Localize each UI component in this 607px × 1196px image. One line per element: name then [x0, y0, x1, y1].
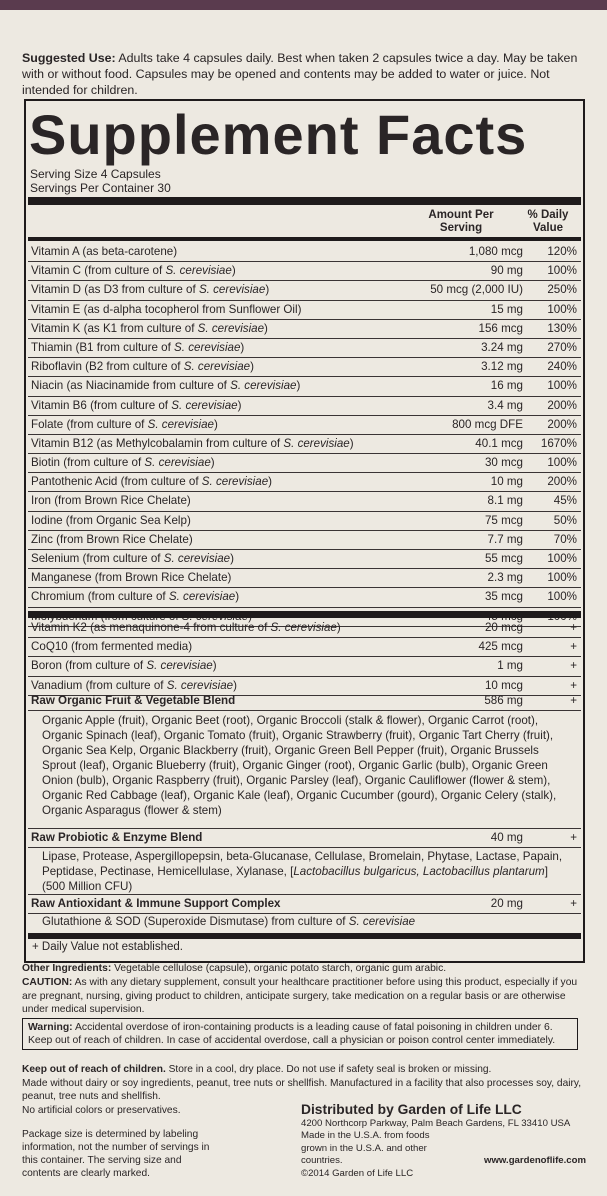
nutrient-amount: 40.1 mcg — [475, 436, 523, 450]
nutrient-name: CoQ10 (from fermented media) — [31, 640, 193, 654]
caution-text: As with any dietary supplement, consult your healthcare practitioner before using this product, especially if you are pregnant, nursing, giving product to children, anticipate surgery, take medication on a regular basis or are otherwise under medical supervision. — [22, 977, 578, 1015]
nutrient-name: Manganese (from Brown Rice Chelate) — [31, 571, 232, 585]
nutrient-dv: 100% — [547, 456, 577, 470]
antioxidant-complex-ingredients: Glutathione & SOD (Superoxide Dismutase) from culture of S. cerevisiae — [42, 915, 416, 928]
suggested-use — [22, 50, 592, 98]
caution-label: CAUTION: — [22, 977, 73, 988]
fruit-blend-amount: 586 mg — [484, 694, 523, 707]
nutrient-row — [28, 416, 581, 435]
nutrient-amount: 75 mcg — [484, 513, 523, 527]
keep-text: Store in a cool, dry place. Do not use if safety seal is broken or missing. — [165, 1064, 492, 1075]
nutrient-name: Iron (from Brown Rice Chelate) — [31, 494, 191, 508]
nutrient-row — [28, 657, 581, 676]
nutrient-row — [28, 454, 581, 473]
fruit-blend-ingredients: Organic Apple (fruit), Organic Beet (root), Organic Broccoli (stalk & flower), Organic Carrot (root), Organic Spinach (leaf), Organic Tomato (fruit), Organic Strawberry (fruit), Organic Tart Cherry (fruit), Organic Sea Kelp, Organic Blackberry (fruit), Organic Green Bell Pepper (fruit), Organic Brussels Sprout (leaf), Organic Blueberry (fruit), Organic Ginger (root), Organic Garlic (bulb), Organic Green Onion (bulb), Organic Raspberry (fruit), Organic Parsley (leaf), Organic Cauliflower (flower & stem), Organic Red Cabbage (leaf), Organic Kale (leaf), Organic Cucumber (gourd), Organic Celery (stalk), Organic Asparagus (flower & stem) — [42, 714, 557, 817]
nutrient-row — [28, 339, 581, 358]
other-ingredients-text: Vegetable cellulose (capsule), organic potato starch, organic gum arabic. — [111, 963, 447, 974]
nutrient-dv: 100% — [547, 264, 577, 278]
distributor-address: 4200 Northcorp Parkway, Palm Beach Gardens, FL 33410 USA — [301, 1118, 571, 1129]
nutrient-name: Folate (from culture of S. cerevisiae) — [31, 417, 218, 431]
website-line — [301, 1155, 586, 1167]
nutrient-dv: 70% — [553, 532, 577, 546]
nutrient-amount: 15 mg — [490, 302, 523, 316]
nutrient-dv: 200% — [547, 398, 577, 412]
caution — [22, 976, 592, 1017]
nutrient-amount: 10 mcg — [484, 678, 523, 692]
keep-out-of-reach — [22, 1063, 582, 1076]
nutrient-amount: 90 mg — [490, 264, 523, 278]
nutrient-name: Iodine (from Organic Sea Kelp) — [31, 513, 191, 527]
nutrient-dv: 45% — [553, 494, 577, 508]
nutrient-dv: 50% — [553, 513, 577, 527]
copyright: ©2014 Garden of Life LLC — [301, 1167, 414, 1179]
nutrient-row — [28, 512, 581, 531]
probiotic-blend-row — [28, 829, 581, 848]
nutrient-name: Biotin (from culture of S. cerevisiae) — [31, 456, 215, 470]
other-ingredients-label: Other Ingredients: — [22, 963, 112, 974]
fruit-blend-row — [28, 692, 581, 711]
nutrient-row — [28, 358, 581, 377]
nutrient-amount: 1,080 mcg — [468, 245, 523, 258]
nutrient-dv: 130% — [547, 321, 577, 335]
nutrient-amount: 3.12 mg — [481, 360, 523, 374]
warning-box — [22, 1018, 578, 1050]
nutrient-dv: + — [570, 678, 577, 692]
nutrient-dv: 100% — [547, 552, 577, 565]
nutrient-row — [28, 619, 581, 638]
nutrient-name: Vitamin B12 (as Methylcobalamin from culture of S. cerevisiae) — [31, 436, 354, 450]
nutrient-amount: 20 mcg — [484, 621, 523, 634]
nutrient-name: Chromium (from culture of S. cerevisiae) — [31, 590, 240, 604]
fruit-blend-row-wrap — [28, 692, 581, 711]
probiotic-blend-dv: + — [570, 831, 577, 844]
nutrient-dv: 250% — [547, 283, 577, 297]
nutrient-dv: 100% — [547, 590, 577, 604]
nutrient-row — [28, 377, 581, 396]
keep-label: Keep out of reach of children. — [22, 1064, 166, 1075]
nutrient-amount: 16 mg — [490, 379, 523, 393]
nutrient-name: Riboflavin (B2 from culture of S. cerevisiae) — [31, 360, 254, 374]
nutrient-name: Vitamin K2 (as menaquinone-4 from culture of S. cerevisiae) — [31, 621, 341, 634]
suggested-use-text: Adults take 4 capsules daily. Best when taken 2 capsules twice a day. May be taken with or without food. Capsules may be opened and contents may be added to water or juice. Not intended for children. — [22, 51, 578, 97]
nutrient-name: Vitamin D (as D3 from culture of S. cerevisiae) — [31, 283, 270, 297]
nutrient-dv: + — [570, 621, 577, 634]
probiotic-blend-amount: 40 mg — [490, 831, 523, 844]
serving-size: Serving Size 4 Capsules — [30, 167, 161, 181]
nutrient-name: Pantothenic Acid (from culture of S. cerevisiae) — [31, 475, 273, 489]
nutrient-amount: 3.24 mg — [481, 340, 523, 354]
nutrient-amount: 1 mg — [497, 659, 523, 673]
nutrient-amount: 425 mcg — [478, 640, 523, 654]
nutrient-dv: 100% — [547, 379, 577, 393]
no-artificial: No artificial colors or preservatives. — [22, 1105, 181, 1116]
nutrient-name: Vitamin C (from culture of S. cerevisiae) — [31, 264, 236, 278]
nutrient-dv: 120% — [547, 245, 577, 258]
nutrient-row — [28, 638, 581, 657]
nutrient-amount: 8.1 mg — [487, 494, 523, 508]
antioxidant-complex-row — [28, 895, 581, 914]
nutrient-row — [28, 435, 581, 454]
nutrient-row — [28, 588, 581, 607]
antioxidant-complex-name: Raw Antioxidant & Immune Support Complex — [31, 897, 281, 910]
made-without: Made without dairy or soy ingredients, peanut, tree nuts or shellfish. Manufactured in a facility that also processes soy, dairy, peanut, tree nuts and shellfish. — [22, 1078, 582, 1102]
vitamin-rows — [28, 243, 581, 627]
nutrient-name: Vitamin B6 (from culture of S. cerevisiae) — [31, 398, 242, 412]
nutrient-name: Niacin (as Niacinamide from culture of S. cerevisiae) — [31, 379, 301, 393]
nutrient-name: Zinc (from Brown Rice Chelate) — [31, 532, 193, 546]
nutrient-row — [28, 262, 581, 281]
probiotic-row-wrap — [28, 828, 581, 848]
dv-column-header: % Daily Value — [527, 209, 569, 234]
nutrient-amount: 50 mcg (2,000 IU) — [430, 283, 523, 297]
servings-per-container: Servings Per Container 30 — [30, 181, 171, 195]
distributor-heading: Distributed by Garden of Life LLC — [301, 1102, 522, 1117]
header-rule — [28, 237, 581, 241]
nutrient-row — [28, 492, 581, 511]
nutrient-name: Vanadium (from culture of S. cerevisiae) — [31, 678, 237, 692]
nutrient-amount: 55 mcg — [484, 552, 523, 565]
nutrient-dv: 200% — [547, 475, 577, 489]
nutrient-row — [28, 473, 581, 492]
nutrient-dv: + — [570, 659, 577, 673]
nutrient-dv: 270% — [547, 340, 577, 354]
nutrient-name: Vitamin E (as d-alpha tocopherol from Sunflower Oil) — [31, 302, 302, 316]
fruit-blend-name: Raw Organic Fruit & Vegetable Blend — [31, 694, 236, 707]
antioxidant-complex-amount: 20 mg — [490, 897, 523, 910]
nutrient-amount: 800 mcg DFE — [452, 417, 523, 431]
top-band — [0, 0, 607, 10]
nutrient-dv: + — [570, 640, 577, 654]
nutrient-row — [28, 397, 581, 416]
amount-column-header: Amount Per Serving — [428, 209, 494, 234]
made-in-usa: Made in the U.S.A. from foods grown in the U.S.A. and other countries. — [301, 1130, 430, 1167]
package-note: Package size is determined by labeling information, not the number of servings in this container. The serving size and contents are clearly marked. — [22, 1129, 210, 1179]
nutrient-amount: 156 mcg — [478, 321, 523, 335]
nutrient-dv: 100% — [547, 302, 577, 316]
nutrient-amount: 35 mcg — [484, 590, 523, 604]
nutrient-name: Vitamin A (as beta-carotene) — [31, 245, 178, 258]
dv-note: + Daily Value not established. — [32, 941, 183, 953]
other-rows — [28, 619, 581, 696]
nutrient-dv: 200% — [547, 417, 577, 431]
nutrient-row — [28, 243, 581, 262]
nutrient-name: Vitamin K (as K1 from culture of S. cerevisiae) — [31, 321, 268, 335]
warning-label: Warning: — [28, 1022, 73, 1033]
fruit-blend-dv: + — [570, 694, 577, 707]
nutrient-amount: 7.7 mg — [487, 532, 523, 546]
suggested-use-label: Suggested Use: — [22, 51, 116, 65]
nutrient-name: Boron (from culture of S. cerevisiae) — [31, 659, 217, 673]
nutrient-dv: 100% — [547, 571, 577, 585]
nutrient-amount: 30 mcg — [484, 456, 523, 470]
nutrient-amount: 2.3 mg — [487, 571, 523, 585]
nutrient-dv: 1670% — [540, 436, 577, 450]
nutrient-name: Thiamin (B1 from culture of S. cerevisiae) — [31, 340, 245, 354]
nutrient-row — [28, 569, 581, 588]
probiotic-blend-name: Raw Probiotic & Enzyme Blend — [31, 831, 203, 844]
other-ingredients — [22, 962, 592, 976]
nutrient-amount: 3.4 mg — [487, 398, 523, 412]
nutrient-row — [28, 320, 581, 339]
panel-title: Supplement Facts — [29, 103, 528, 166]
thick-rule-bottom — [28, 933, 581, 939]
antioxidant-complex-dv: + — [570, 897, 577, 910]
warning-text: Accidental overdose of iron-containing products is a leading cause of fatal poisoning in children under 6. Keep out of reach of children. In case of accidental overdose, call a physician or poison control center immediately. — [28, 1022, 556, 1046]
supplement-facts-panel — [24, 99, 585, 963]
distributor-block — [301, 1102, 586, 1180]
website-link[interactable]: www.gardenoflife.com — [484, 1155, 586, 1167]
antioxidant-row-wrap — [28, 894, 581, 914]
nutrient-amount: 10 mg — [490, 475, 523, 489]
nutrient-row — [28, 281, 581, 300]
nutrient-row — [28, 550, 581, 569]
nutrient-dv: 240% — [547, 360, 577, 374]
thick-rule-mid — [28, 611, 581, 618]
nutrient-row — [28, 531, 581, 550]
probiotic-blend-ingredients: Lipase, Protease, Aspergillopepsin, beta-Glucanase, Cellulase, Bromelain, Phytase, Lactase, Papain, Peptidase, Pectinase, Hemicellulase, Xylanase, [Lactobacillus bulgaricus, Lactobacillus plantarum] (500 Million CFU) — [42, 850, 563, 893]
nutrient-name: Selenium (from culture of S. cerevisiae) — [31, 552, 234, 565]
nutrient-row — [28, 301, 581, 320]
thick-rule-top — [28, 197, 581, 205]
